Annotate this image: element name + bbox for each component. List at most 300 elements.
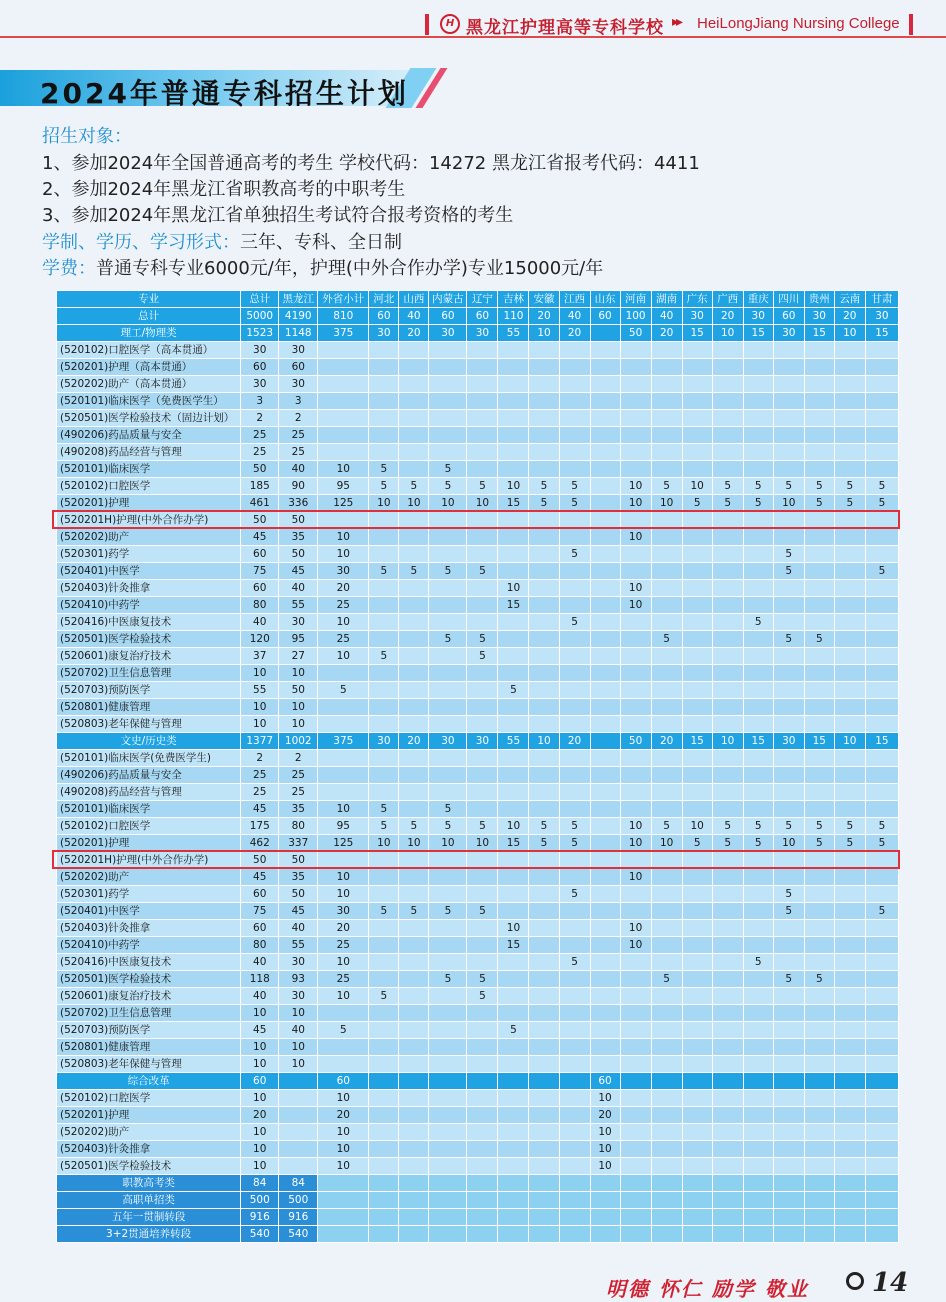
quota-cell: 5	[467, 971, 498, 988]
quota-cell	[682, 1039, 712, 1056]
quota-cell: 45	[241, 801, 279, 818]
quota-cell: 5	[529, 495, 559, 512]
quota-cell: 25	[318, 631, 369, 648]
quota-cell	[529, 988, 559, 1005]
quota-cell	[773, 444, 804, 461]
quota-cell	[559, 359, 590, 376]
quota-cell	[834, 988, 865, 1005]
quota-cell	[399, 801, 429, 818]
quota-cell	[743, 1209, 773, 1226]
quota-cell: 110	[498, 308, 529, 325]
quota-cell	[773, 393, 804, 410]
quota-cell: 5	[429, 631, 467, 648]
quota-cell	[804, 665, 834, 682]
quota-cell	[467, 937, 498, 954]
quota-cell	[498, 1107, 529, 1124]
quota-cell: 5	[773, 971, 804, 988]
quota-cell	[498, 1124, 529, 1141]
quota-cell	[834, 971, 865, 988]
quota-cell: 10	[620, 920, 651, 937]
quota-cell	[834, 1056, 865, 1073]
major-name-cell: 3+2贯通培养转段	[57, 1226, 241, 1243]
quota-cell: 60	[241, 920, 279, 937]
quota-cell	[590, 682, 620, 699]
quota-cell	[651, 648, 682, 665]
quota-cell	[865, 1022, 898, 1039]
quota-cell: 10	[241, 716, 279, 733]
quota-cell: 10	[620, 597, 651, 614]
major-name-cell: (520410)中药学	[57, 937, 241, 954]
quota-cell: 50	[241, 852, 279, 869]
quota-cell	[743, 1192, 773, 1209]
quota-cell	[773, 920, 804, 937]
quota-cell: 10	[241, 1141, 279, 1158]
quota-cell	[590, 869, 620, 886]
quota-cell: 5000	[241, 308, 279, 325]
quota-cell: 30	[318, 563, 369, 580]
quota-cell	[682, 682, 712, 699]
quota-cell	[682, 937, 712, 954]
quota-cell: 20	[318, 580, 369, 597]
column-header: 吉林	[498, 291, 529, 308]
quota-cell	[467, 801, 498, 818]
quota-cell	[369, 699, 399, 716]
quota-cell	[467, 665, 498, 682]
quota-cell	[529, 1090, 559, 1107]
quota-cell: 40	[399, 308, 429, 325]
quota-cell: 95	[318, 818, 369, 835]
quota-cell: 30	[279, 614, 318, 631]
quota-cell	[712, 376, 743, 393]
quota-cell	[559, 631, 590, 648]
quota-cell	[498, 648, 529, 665]
table-row	[57, 937, 899, 954]
quota-cell	[399, 529, 429, 546]
quota-cell	[834, 1039, 865, 1056]
quota-cell	[773, 699, 804, 716]
table-row	[57, 529, 899, 546]
highlight-box	[52, 510, 900, 529]
quota-cell	[712, 1039, 743, 1056]
quota-cell	[773, 1141, 804, 1158]
quota-cell	[865, 750, 898, 767]
quota-cell	[467, 444, 498, 461]
quota-cell	[712, 750, 743, 767]
quota-cell	[399, 886, 429, 903]
table-row	[57, 818, 899, 835]
quota-cell	[529, 1209, 559, 1226]
quota-cell	[865, 971, 898, 988]
quota-cell	[498, 342, 529, 359]
quota-cell	[467, 1073, 498, 1090]
header-bar-left	[425, 14, 429, 35]
quota-cell	[590, 818, 620, 835]
quota-cell	[804, 1073, 834, 1090]
quota-cell	[620, 359, 651, 376]
quota-cell: 5	[865, 563, 898, 580]
quota-cell	[773, 665, 804, 682]
quota-cell	[651, 801, 682, 818]
quota-cell	[399, 1192, 429, 1209]
quota-cell	[620, 631, 651, 648]
quota-cell: 5	[743, 818, 773, 835]
quota-cell	[590, 903, 620, 920]
quota-cell	[279, 1124, 318, 1141]
quota-cell	[682, 665, 712, 682]
major-name-cell: (520102)口腔医学（高本贯通）	[57, 342, 241, 359]
quota-cell	[712, 1107, 743, 1124]
quota-cell	[773, 461, 804, 478]
school-logo-icon: H	[440, 14, 460, 34]
quota-cell: 5	[399, 478, 429, 495]
quota-cell: 10	[682, 478, 712, 495]
quota-cell	[620, 1124, 651, 1141]
quota-cell	[429, 614, 467, 631]
quota-cell	[743, 716, 773, 733]
quota-cell: 30	[318, 903, 369, 920]
table-row	[57, 1090, 899, 1107]
quota-cell	[429, 1124, 467, 1141]
quota-cell: 50	[279, 512, 318, 529]
quota-cell	[712, 801, 743, 818]
quota-cell	[865, 1226, 898, 1243]
quota-cell	[559, 1022, 590, 1039]
quota-cell	[590, 1005, 620, 1022]
quota-cell	[467, 614, 498, 631]
quota-cell	[865, 444, 898, 461]
quota-cell	[804, 1141, 834, 1158]
quota-cell	[865, 529, 898, 546]
quota-cell	[559, 784, 590, 801]
quota-cell: 2	[241, 750, 279, 767]
quota-cell	[498, 410, 529, 427]
quota-cell	[498, 784, 529, 801]
quota-cell	[773, 1192, 804, 1209]
quota-cell	[399, 1141, 429, 1158]
quota-cell: 60	[429, 308, 467, 325]
quota-cell	[369, 767, 399, 784]
quota-cell	[369, 1107, 399, 1124]
quota-cell: 5	[712, 835, 743, 852]
quota-cell: 5	[498, 1022, 529, 1039]
quota-cell	[369, 1175, 399, 1192]
quota-cell	[369, 1124, 399, 1141]
quota-cell	[712, 614, 743, 631]
quota-cell	[529, 903, 559, 920]
quota-cell: 5	[559, 495, 590, 512]
quota-cell	[834, 376, 865, 393]
quota-cell: 60	[279, 359, 318, 376]
quota-cell	[712, 716, 743, 733]
quota-cell	[429, 342, 467, 359]
quota-cell	[369, 597, 399, 614]
quota-cell	[651, 869, 682, 886]
quota-cell: 80	[279, 818, 318, 835]
quota-cell: 10	[241, 1005, 279, 1022]
quota-cell: 5	[369, 801, 399, 818]
quota-cell	[590, 886, 620, 903]
quota-cell	[804, 1175, 834, 1192]
quota-cell	[399, 1005, 429, 1022]
quota-cell	[804, 1124, 834, 1141]
quota-cell	[590, 1039, 620, 1056]
quota-cell	[369, 665, 399, 682]
quota-cell: 10	[712, 733, 743, 750]
quota-cell	[399, 716, 429, 733]
quota-cell	[865, 1124, 898, 1141]
quota-cell	[369, 444, 399, 461]
quota-cell	[529, 614, 559, 631]
quota-cell: 5	[559, 818, 590, 835]
quota-cell	[682, 716, 712, 733]
quota-cell	[620, 1056, 651, 1073]
quota-cell: 5	[804, 631, 834, 648]
quota-cell: 5	[682, 495, 712, 512]
quota-cell: 10	[241, 1124, 279, 1141]
quota-cell	[559, 461, 590, 478]
quota-cell	[773, 1056, 804, 1073]
quota-cell	[467, 461, 498, 478]
quota-cell	[467, 597, 498, 614]
quota-cell	[590, 1056, 620, 1073]
quota-cell	[399, 682, 429, 699]
quota-cell	[467, 1056, 498, 1073]
quota-cell	[712, 563, 743, 580]
quota-cell	[529, 376, 559, 393]
quota-cell: 5	[651, 631, 682, 648]
quota-cell	[651, 1141, 682, 1158]
quota-cell	[399, 937, 429, 954]
quota-cell	[559, 1209, 590, 1226]
quota-cell	[804, 1209, 834, 1226]
quota-cell	[651, 461, 682, 478]
quota-cell: 15	[865, 733, 898, 750]
quota-cell	[429, 1226, 467, 1243]
quota-cell: 50	[279, 852, 318, 869]
quota-cell: 30	[279, 954, 318, 971]
quota-cell	[467, 1005, 498, 1022]
quota-cell	[559, 971, 590, 988]
quota-cell	[773, 750, 804, 767]
major-name-cell: (490206)药品质量与安全	[57, 427, 241, 444]
system-line	[42, 228, 402, 254]
quota-cell	[804, 1226, 834, 1243]
major-name-cell: (520201)护理	[57, 835, 241, 852]
total-row	[57, 308, 899, 325]
quota-cell: 5	[743, 954, 773, 971]
school-name-cn: 黑龙江护理高等专科学校	[466, 18, 664, 38]
quota-cell	[590, 937, 620, 954]
quota-cell	[620, 716, 651, 733]
quota-cell	[682, 1141, 712, 1158]
quota-cell: 10	[773, 495, 804, 512]
quota-cell: 5	[429, 461, 467, 478]
quota-cell: 10	[241, 1039, 279, 1056]
quota-cell: 5	[712, 478, 743, 495]
quota-cell: 100	[620, 308, 651, 325]
major-name-cell: 五年一贯制转段	[57, 1209, 241, 1226]
quota-cell	[590, 1192, 620, 1209]
quota-cell	[590, 631, 620, 648]
quota-cell	[529, 954, 559, 971]
quota-cell: 125	[318, 495, 369, 512]
quota-cell	[318, 376, 369, 393]
quota-cell: 50	[279, 682, 318, 699]
quota-cell	[743, 427, 773, 444]
quota-cell	[318, 393, 369, 410]
quota-cell	[804, 988, 834, 1005]
major-name-cell: (520202)助产	[57, 869, 241, 886]
quota-cell: 10	[279, 1005, 318, 1022]
quota-cell	[559, 716, 590, 733]
quota-cell: 10	[279, 699, 318, 716]
quota-cell	[559, 1005, 590, 1022]
quota-cell: 30	[467, 325, 498, 342]
major-name-cell: 总计	[57, 308, 241, 325]
quota-cell	[498, 1226, 529, 1243]
quota-cell	[399, 1107, 429, 1124]
major-name-cell: (520403)针灸推拿	[57, 580, 241, 597]
table-row	[57, 1022, 899, 1039]
major-name-cell: (520501)医学检验技术	[57, 971, 241, 988]
quota-cell	[682, 920, 712, 937]
quota-cell	[804, 886, 834, 903]
table-row	[57, 886, 899, 903]
quota-cell	[467, 869, 498, 886]
column-header: 山东	[590, 291, 620, 308]
quota-cell: 1002	[279, 733, 318, 750]
quota-cell	[651, 682, 682, 699]
quota-cell	[712, 1124, 743, 1141]
quota-cell	[620, 648, 651, 665]
quota-cell	[620, 1209, 651, 1226]
major-name-cell: (520702)卫生信息管理	[57, 665, 241, 682]
quota-cell	[559, 1073, 590, 1090]
quota-cell	[743, 1056, 773, 1073]
table-row	[57, 920, 899, 937]
quota-cell	[651, 342, 682, 359]
quota-cell: 5	[559, 546, 590, 563]
quota-cell	[773, 410, 804, 427]
column-header: 广西	[712, 291, 743, 308]
quota-cell	[369, 342, 399, 359]
quota-cell	[399, 393, 429, 410]
table-row	[57, 427, 899, 444]
quota-cell	[834, 954, 865, 971]
quota-cell	[651, 1056, 682, 1073]
quota-cell: 60	[590, 1073, 620, 1090]
quota-cell	[369, 359, 399, 376]
quota-cell	[804, 444, 834, 461]
quota-cell: 30	[682, 308, 712, 325]
quota-cell	[590, 546, 620, 563]
quota-cell: 5	[865, 818, 898, 835]
quota-cell	[834, 801, 865, 818]
quota-cell	[399, 1039, 429, 1056]
quota-cell	[590, 750, 620, 767]
column-header: 辽宁	[467, 291, 498, 308]
quota-cell	[865, 1192, 898, 1209]
quota-cell	[399, 699, 429, 716]
quota-cell	[498, 767, 529, 784]
quota-cell	[773, 1209, 804, 1226]
table-row	[57, 1158, 899, 1175]
quota-cell: 1148	[279, 325, 318, 342]
quota-cell	[620, 750, 651, 767]
quota-cell	[804, 937, 834, 954]
quota-cell: 125	[318, 835, 369, 852]
quota-cell	[865, 767, 898, 784]
major-name-cell: (520410)中药学	[57, 597, 241, 614]
quota-cell	[498, 665, 529, 682]
quota-cell	[743, 1073, 773, 1090]
quota-cell: 20	[318, 1107, 369, 1124]
quota-cell	[399, 1073, 429, 1090]
quota-cell: 60	[318, 1073, 369, 1090]
quota-cell	[865, 784, 898, 801]
quota-cell	[620, 801, 651, 818]
quota-cell: 5	[399, 818, 429, 835]
quota-cell	[865, 699, 898, 716]
quota-cell: 30	[773, 325, 804, 342]
column-header: 河北	[369, 291, 399, 308]
quota-cell	[712, 869, 743, 886]
quota-cell: 10	[590, 1124, 620, 1141]
quota-cell	[743, 631, 773, 648]
quota-cell	[743, 342, 773, 359]
quota-cell: 5	[369, 903, 399, 920]
quota-cell	[834, 444, 865, 461]
major-name-cell: (520401)中医学	[57, 903, 241, 920]
quota-cell	[590, 1209, 620, 1226]
quota-cell	[712, 546, 743, 563]
major-name-cell: (520201)护理	[57, 1107, 241, 1124]
quota-cell: 35	[279, 801, 318, 818]
quota-cell	[865, 716, 898, 733]
quota-cell: 10	[241, 665, 279, 682]
quota-cell	[590, 716, 620, 733]
quota-cell	[712, 461, 743, 478]
quota-cell	[834, 1124, 865, 1141]
quota-cell: 5	[429, 563, 467, 580]
quota-cell	[834, 1192, 865, 1209]
table-row	[57, 1039, 899, 1056]
quota-cell	[529, 869, 559, 886]
major-name-cell: (520803)老年保健与管理	[57, 1056, 241, 1073]
quota-cell	[590, 461, 620, 478]
quota-cell	[682, 1124, 712, 1141]
table-row	[57, 478, 899, 495]
quota-cell	[834, 580, 865, 597]
quota-cell: 80	[241, 597, 279, 614]
quota-cell	[590, 495, 620, 512]
quota-cell	[773, 580, 804, 597]
quota-cell	[743, 376, 773, 393]
quota-cell: 10	[620, 835, 651, 852]
quota-cell	[743, 903, 773, 920]
quota-cell	[865, 1107, 898, 1124]
quota-cell	[651, 529, 682, 546]
quota-cell	[369, 376, 399, 393]
quota-cell: 90	[279, 478, 318, 495]
major-name-cell: (520101)临床医学(免费医学生)	[57, 750, 241, 767]
quota-cell	[651, 563, 682, 580]
quota-cell: 10	[279, 1039, 318, 1056]
quota-cell	[369, 410, 399, 427]
quota-cell	[399, 1158, 429, 1175]
quota-cell	[467, 410, 498, 427]
quota-cell	[529, 461, 559, 478]
